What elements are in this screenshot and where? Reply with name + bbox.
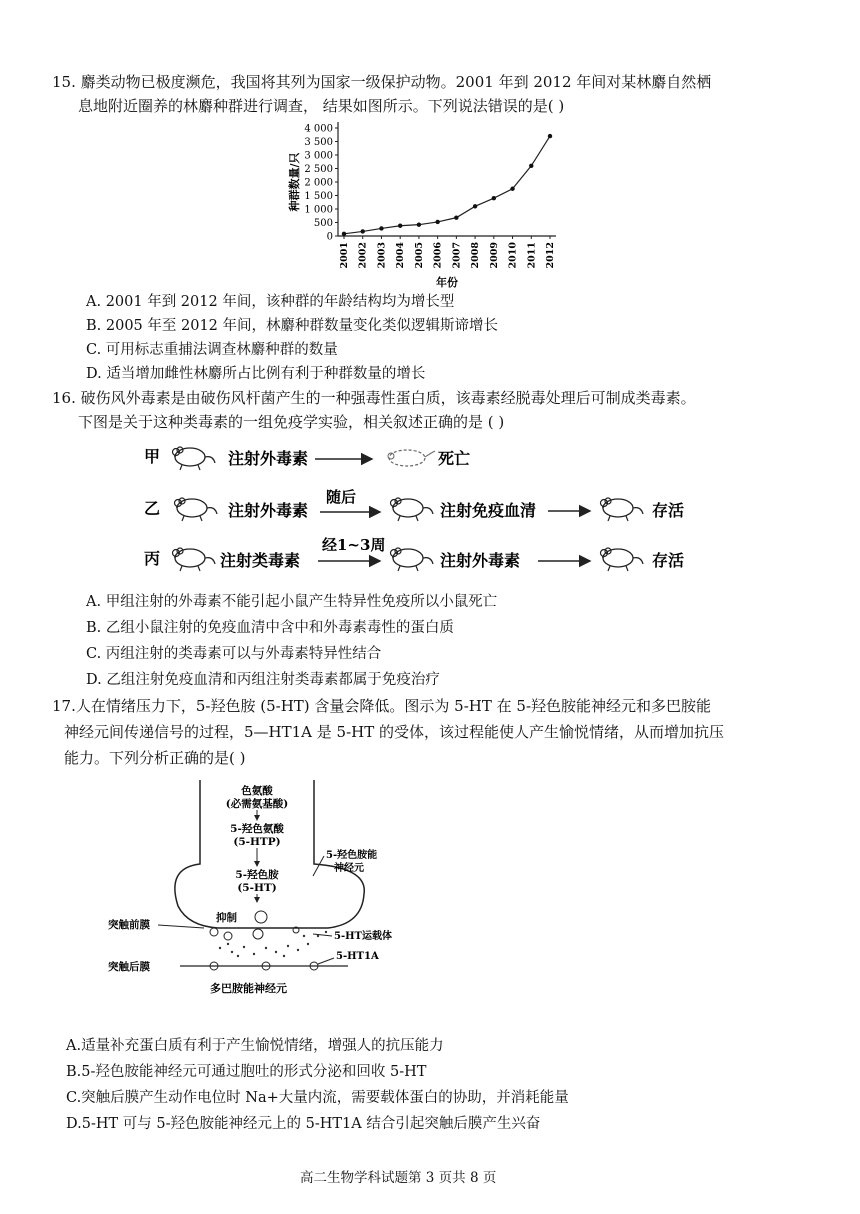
y-tick-label: 500: [313, 218, 333, 229]
x-tick-label: 2005: [413, 242, 425, 269]
tryptophan-label: 色氨酸: [241, 785, 273, 797]
data-point: [473, 204, 477, 208]
y-tick-label: 3 500: [304, 137, 333, 148]
mouse-icon: [175, 498, 218, 521]
data-point: [342, 232, 346, 236]
neuron-label-2: 神经元: [334, 863, 364, 874]
receptor-label: 5-HT1A: [336, 951, 379, 962]
htp-label: 5-羟色氨酸: [230, 823, 284, 835]
q16-stem-line2: 下图是关于这种类毒素的一组免疫学实验，相关叙述正确的是 ( ): [78, 413, 505, 431]
x-tick-label: 2002: [357, 242, 369, 269]
row-bing-step1: 注射类毒素: [220, 551, 301, 570]
q15-option-a: A. 2001 年到 2012 年间，该种群的年龄结构均为增长型: [86, 294, 455, 310]
data-point: [454, 215, 458, 219]
row-bing-result: 存活: [652, 551, 685, 570]
q15-stem-line2: 息地附近圈养的林麝种群进行调查， 结果如图所示。下列说法错误的是( ): [78, 97, 565, 115]
y-tick-label: 1 000: [304, 204, 333, 216]
row-yi-arrow-label: 随后: [326, 488, 357, 506]
row-yi-step2: 注射免疫血清: [440, 501, 537, 520]
data-point: [510, 187, 514, 191]
data-point: [398, 224, 402, 228]
page-footer: 高二生物学科试题第 3 页共 8 页: [300, 1170, 497, 1186]
group-bing-label: 丙: [144, 549, 161, 568]
y-axis-label: 种群数量/只: [288, 152, 301, 212]
y-tick-label: 4 000: [304, 123, 333, 135]
q17-stem-line3: 能力。下列分析正确的是( ): [64, 749, 246, 767]
enzyme-icon: [255, 911, 267, 923]
x-tick-label: 2007: [451, 242, 463, 269]
mouse-icon: [173, 548, 216, 571]
x-tick-label: 2004: [395, 242, 407, 269]
x-axis-label: 年份: [436, 276, 458, 289]
mouse-icon: [601, 548, 644, 571]
serotonin-abbr: (5-HT): [237, 882, 277, 894]
inhibit-label: 抑制: [216, 912, 237, 924]
x-tick-label: 2012: [545, 242, 556, 269]
y-tick-label: 3 000: [304, 150, 333, 162]
x-tick-label: 2009: [488, 242, 500, 269]
q17-stem-line2: 神经元间传递信号的过程，5—HT1A 是 5-HT 的受体，该过程能使人产生愉悦情绪，从而增加抗压: [64, 723, 725, 741]
data-point: [529, 164, 533, 168]
q15-option-b: B. 2005 年至 2012 年间，林麝种群数量变化类似逻辑斯谛增长: [86, 318, 499, 334]
group-jia-label: 甲: [144, 447, 161, 466]
q16-stem-line1: 16. 破伤风外毒素是由破伤风杆菌产生的一种强毒性蛋白质，该毒素经脱毒处理后可制成类毒素。: [52, 389, 696, 407]
data-point: [492, 196, 496, 200]
synapse-diagram: [108, 776, 448, 1002]
q16-option-a: A. 甲组注射的外毒素不能引起小鼠产生特异性免疫所以小鼠死亡: [86, 594, 498, 610]
q17-stem-line1: 17.人在情绪压力下，5-羟色胺 (5-HT) 含量会降低。图示为 5-HT 在 5-羟色胺能神经元和多巴胺能: [52, 697, 712, 715]
x-tick-label: 2003: [376, 242, 388, 269]
q15-stem-line1: 15. 麝类动物已极度濒危，我国将其列为国家一级保护动物。2001 年到 2012 年间对某林麝自然栖: [52, 73, 712, 91]
x-tick-label: 2010: [507, 242, 519, 269]
mouse-icon: [601, 498, 644, 521]
x-tick-label: 2011: [526, 242, 538, 269]
postsynaptic-membrane-label: 突触后膜: [108, 961, 150, 973]
y-tick-label: 0: [326, 231, 333, 243]
data-point: [379, 226, 383, 230]
row-yi-step1: 注射外毒素: [228, 501, 309, 520]
population-line-chart: [282, 118, 582, 290]
row-jia-step1: 注射外毒素: [228, 449, 309, 468]
y-tick-label: 1 500: [304, 191, 333, 202]
x-tick-label: 2008: [470, 242, 482, 269]
mouse-icon: [173, 447, 216, 470]
population-series-line: [344, 136, 550, 234]
dopamine-neuron-label: 多巴胺能神经元: [210, 982, 287, 995]
data-point: [435, 220, 439, 224]
q16-option-c: C. 丙组注射的类毒素可以与外毒素特异性结合: [86, 646, 382, 662]
neurotransmitter-dots: [219, 931, 327, 957]
q16-option-d: D. 乙组注射免疫血清和丙组注射类毒素都属于免疫治疗: [86, 672, 440, 688]
q16-option-b: B. 乙组小鼠注射的免疫血清中含中和外毒素毒性的蛋白质: [86, 620, 454, 636]
x-tick-label: 2006: [432, 242, 444, 269]
y-tick-label: 2 000: [304, 177, 333, 189]
presynaptic-membrane-label: 突触前膜: [108, 919, 150, 931]
data-point: [548, 134, 552, 138]
q15-option-c: C. 可用标志重捕法调查林麝种群的数量: [86, 342, 338, 358]
row-yi-result: 存活: [652, 501, 685, 520]
q17-option-a: A.适量补充蛋白质有利于产生愉悦情绪，增强人的抗压能力: [66, 1038, 444, 1054]
x-tick-label: 2001: [339, 242, 350, 269]
serotonin-label: 5-羟色胺: [235, 869, 279, 881]
data-point: [417, 222, 421, 226]
group-yi-label: 乙: [144, 499, 161, 518]
neuron-label-1: 5-羟色胺能: [326, 850, 378, 861]
row-jia-result: 死亡: [438, 449, 471, 468]
data-point: [361, 229, 365, 233]
tryptophan-note: (必需氨基酸): [225, 798, 289, 810]
immunology-experiment-diagram: [140, 440, 700, 590]
mouse-icon: [391, 498, 434, 521]
row-bing-arrow-label: 经1~3周: [322, 536, 386, 554]
mouse-icon: [391, 548, 434, 571]
row-bing-step2: 注射外毒素: [440, 551, 521, 570]
q17-option-d: D.5-HT 可与 5-羟色胺能神经元上的 5-HT1A 结合引起突触后膜产生兴奋: [66, 1116, 541, 1132]
q17-option-b: B.5-羟色胺能神经元可通过胞吐的形式分泌和回收 5-HT: [66, 1064, 427, 1080]
q17-option-c: C.突触后膜产生动作电位时 Na+大量内流，需要载体蛋白的协助，并消耗能量: [66, 1090, 569, 1106]
transporter-label: 5-HT运载体: [334, 931, 392, 942]
htp-abbr: (5-HTP): [233, 836, 281, 848]
q15-option-d: D. 适当增加雌性林麝所占比例有利于种群数量的增长: [86, 366, 426, 382]
dead-mouse-icon: [388, 450, 435, 466]
y-tick-label: 2 500: [304, 164, 333, 175]
